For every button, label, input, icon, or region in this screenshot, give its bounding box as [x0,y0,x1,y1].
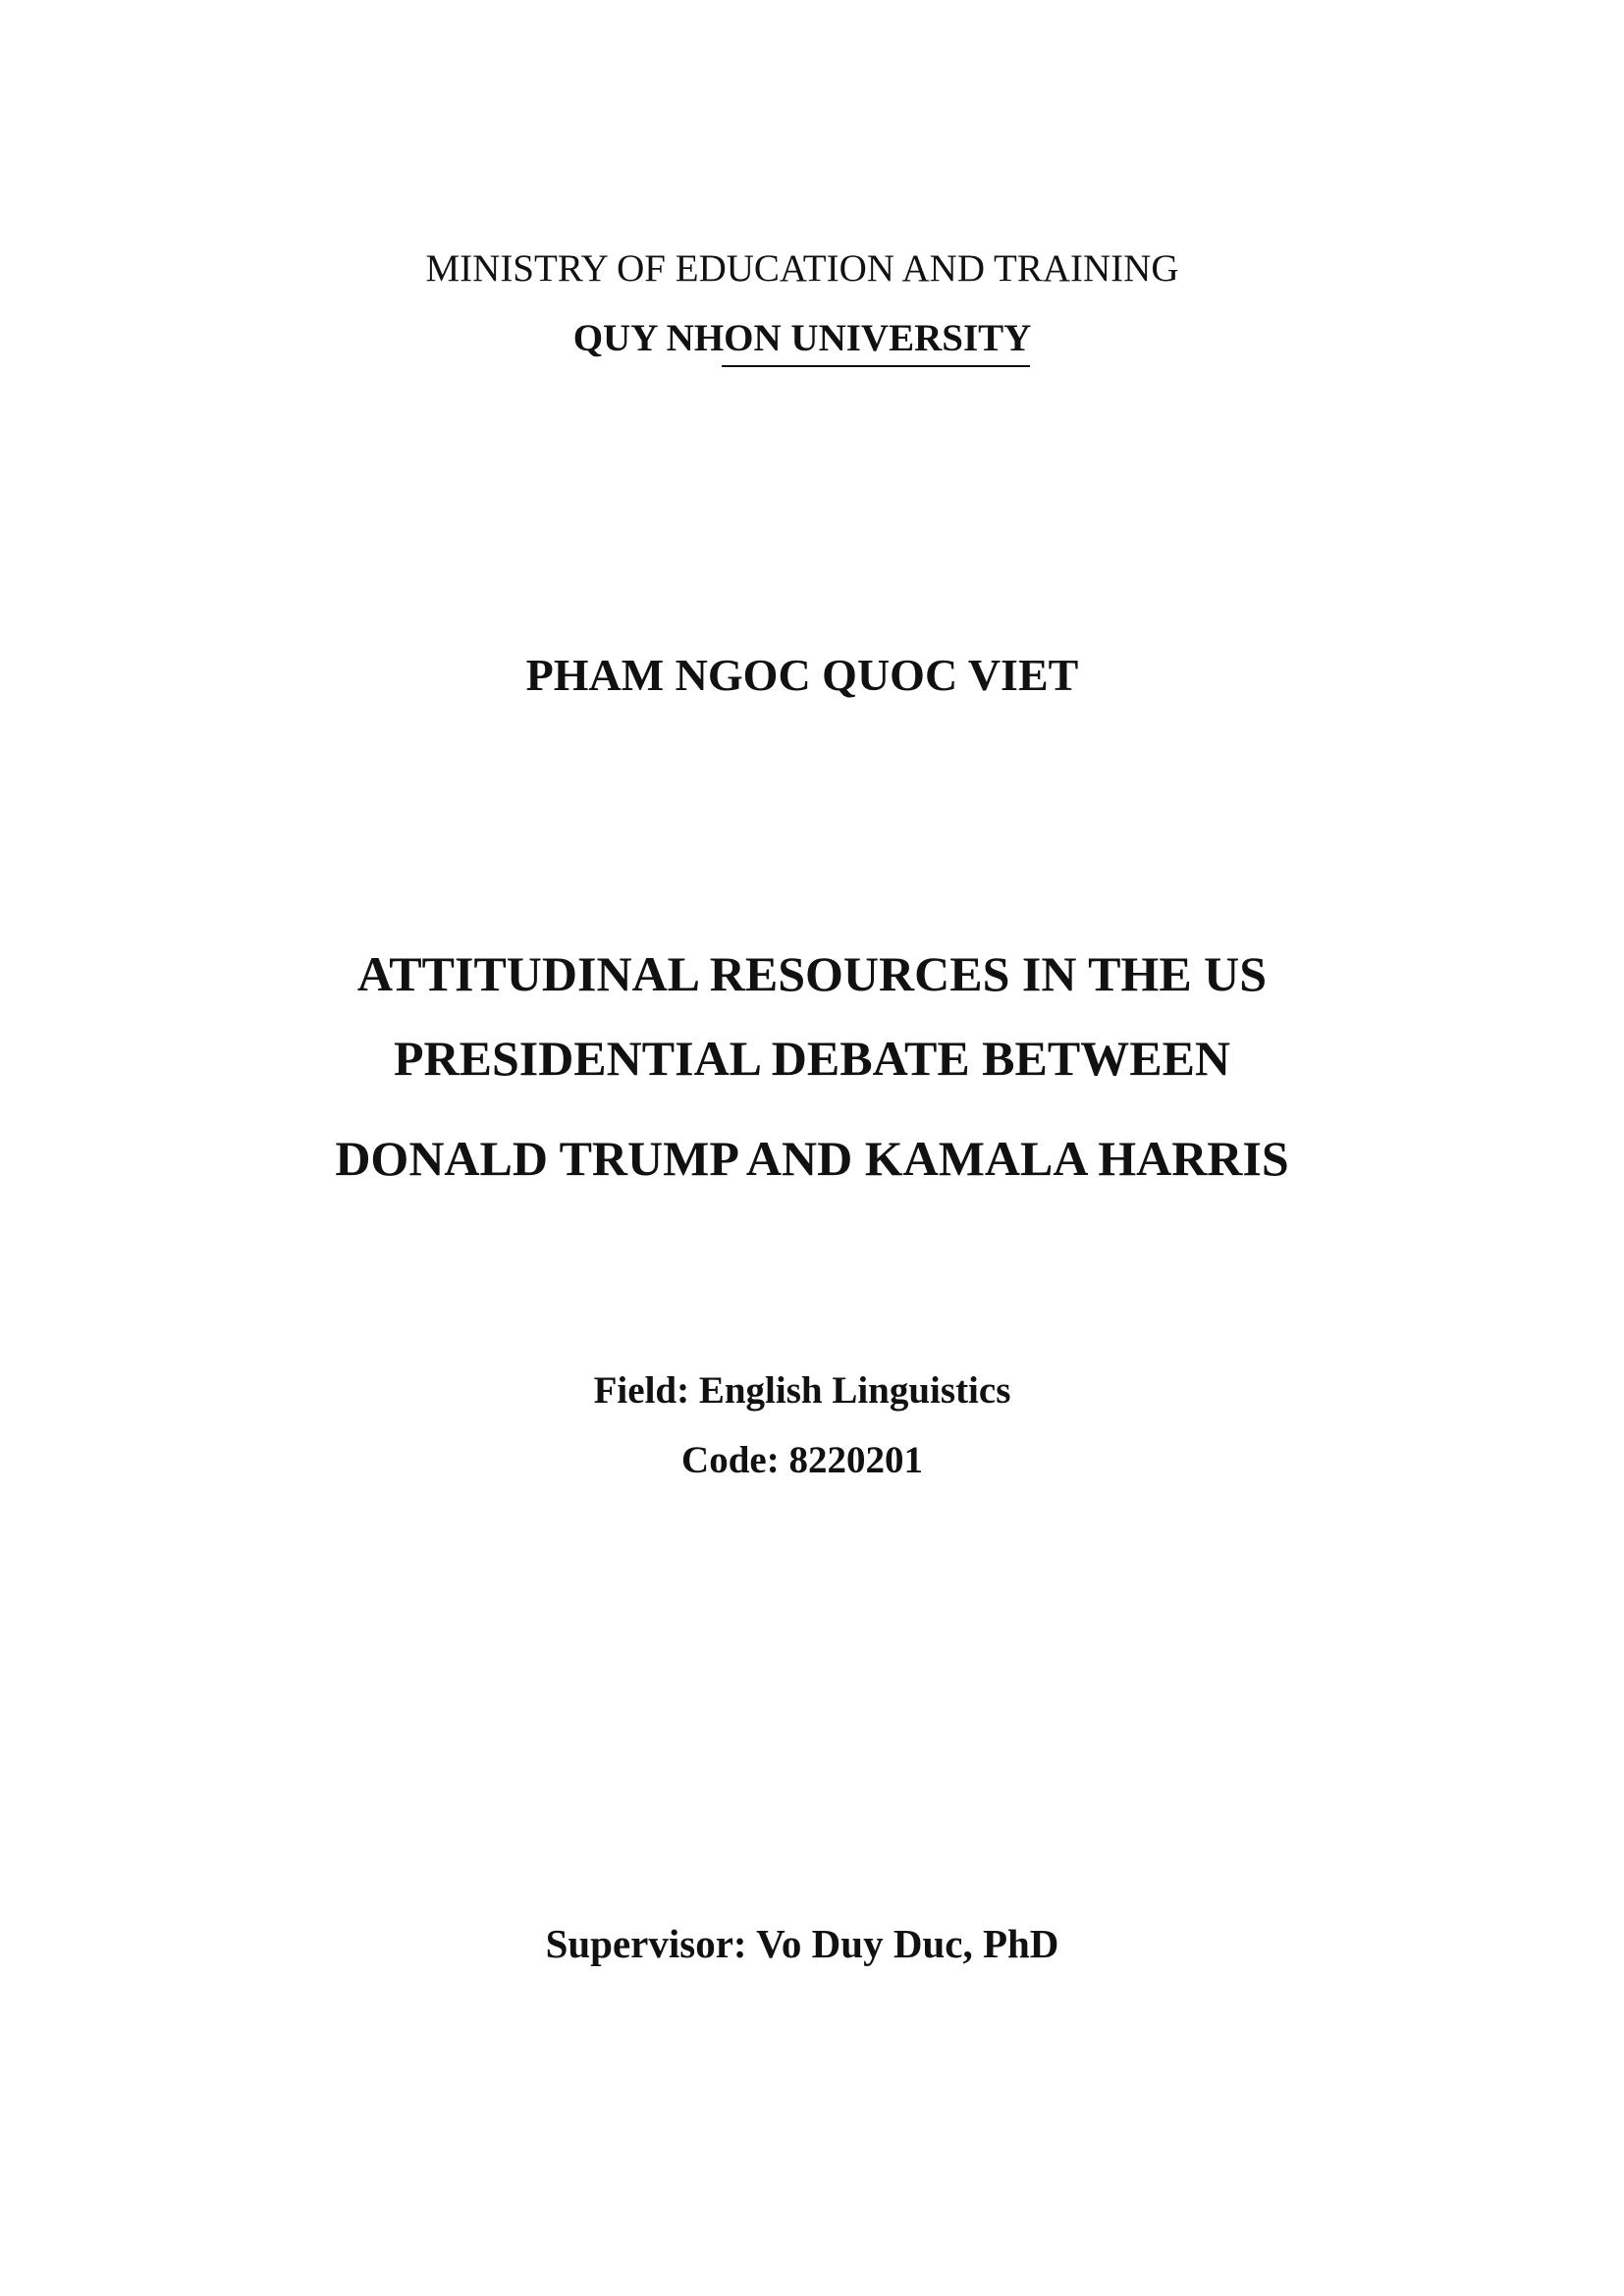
thesis-title-line-2: PRESIDENTIAL DEBATE BETWEEN [393,1031,1231,1086]
program-code: Code: 8220201 [681,1439,923,1481]
thesis-title-line-1: ATTITUDINAL RESOURCES IN THE US [356,946,1268,1001]
university-underline-divider [722,365,1030,367]
author-name: PHAM NGOC QUOC VIET [525,650,1079,700]
thesis-title-line-3: DONALD TRUMP AND KAMALA HARRIS [335,1131,1289,1186]
university-name: QUY NHON UNIVERSITY [572,317,1032,359]
ministry-heading: MINISTRY OF EDUCATION AND TRAINING [425,247,1179,290]
supervisor-line: Supervisor: Vo Duy Duc, PhD [545,1921,1059,1966]
field-of-study: Field: English Linguistics [593,1369,1011,1412]
